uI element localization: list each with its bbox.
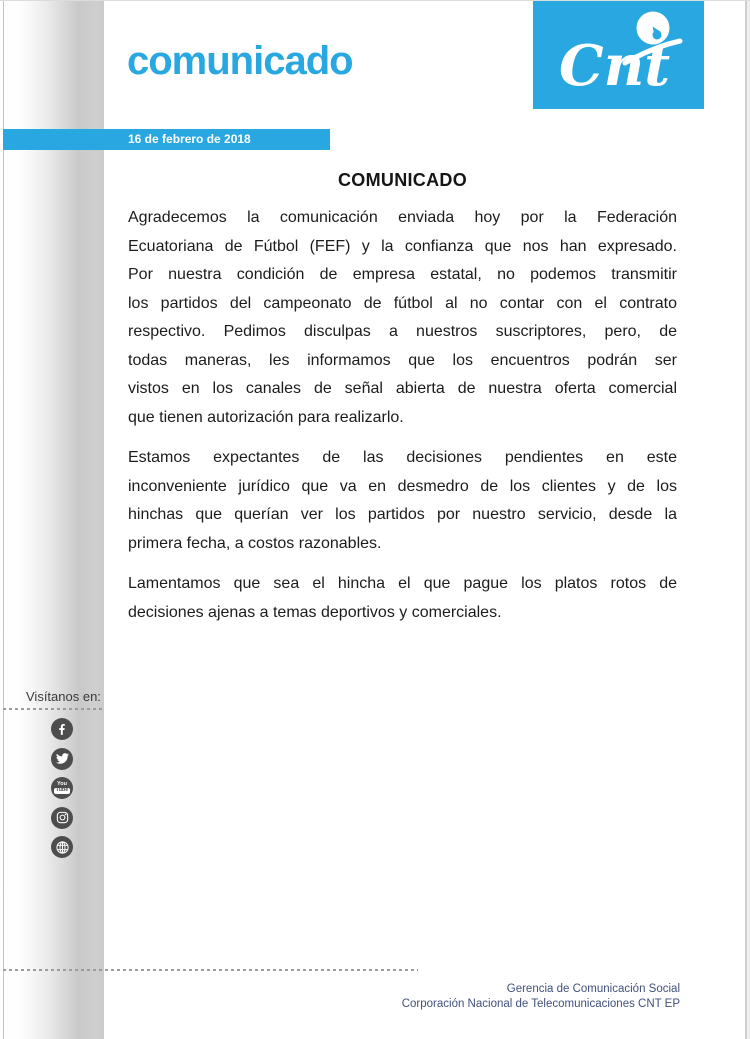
facebook-icon[interactable]: [51, 718, 73, 740]
date-text: 16 de febrero de 2018: [128, 132, 251, 146]
paragraph: [128, 204, 677, 432]
page-spine-shadow: [3, 1, 104, 1039]
visit-us-label: Visítanos en:: [26, 689, 101, 704]
paragraph: [128, 444, 677, 558]
text-line: respectivo. Pedimos disculpas a nuestros suscriptores, pero, de: [128, 323, 677, 340]
footer-line2: Corporación Nacional de Telecomunicaciones CNT EP: [401, 998, 680, 1010]
page-right-border: [745, 1, 747, 1039]
body-text: [128, 204, 677, 639]
text-line: Estamos expectantes de las decisiones pendientes en este: [128, 449, 677, 466]
text-line: hinchas que querían ver los partidos por nuestro servicio, desde la: [128, 506, 677, 523]
wordmark-comunicado: comunicado: [127, 39, 353, 83]
text-line: que tienen autorización para realizarlo.: [128, 408, 404, 426]
text-line: primera fecha, a costos razonables.: [128, 534, 382, 552]
text-line: todas maneras, les informamos que los encuentros podrán ser: [128, 351, 677, 369]
text-line: decisiones ajenas a temas deportivos y comerciales.: [128, 603, 502, 621]
paragraph: [128, 570, 677, 627]
website-globe-icon[interactable]: [51, 836, 73, 858]
social-icons: [51, 718, 73, 858]
visit-dashed-divider: [3, 708, 103, 710]
twitter-icon[interactable]: [51, 748, 73, 770]
footer-signature: [402, 982, 680, 1012]
document-title: COMUNICADO: [338, 170, 467, 190]
footer-line1: Gerencia de Comunicación Social: [506, 983, 680, 995]
cnt-logo: [533, 1, 704, 109]
text-line: inconveniente jurídico que va en desmedro de los clientes y de los: [128, 477, 677, 495]
instagram-icon[interactable]: [51, 807, 73, 829]
footer-dashed-divider: [3, 969, 418, 971]
text-line: vistos en los canales de señal abierta de nuestra oferta comercial: [128, 380, 677, 397]
text-line: Lamentamos que sea el hincha el que pague los platos rotos de: [128, 575, 677, 592]
text-line: Ecuatoriana de Fútbol (FEF) y la confianza que nos han expresado.: [128, 237, 677, 255]
text-line: Agradecemos la comunicación enviada hoy por la Federación: [128, 209, 677, 226]
date-banner: [3, 129, 330, 150]
cnt-logo-icon: [533, 1, 704, 109]
svg-text:Cnt: Cnt: [559, 33, 671, 99]
youtube-icon[interactable]: You Tube: [51, 777, 73, 799]
text-line: Por nuestra condición de empresa estatal, no podemos transmitir: [128, 266, 677, 283]
text-line: los partidos del campeonato de fútbol al no contar con el contrato: [128, 294, 677, 312]
